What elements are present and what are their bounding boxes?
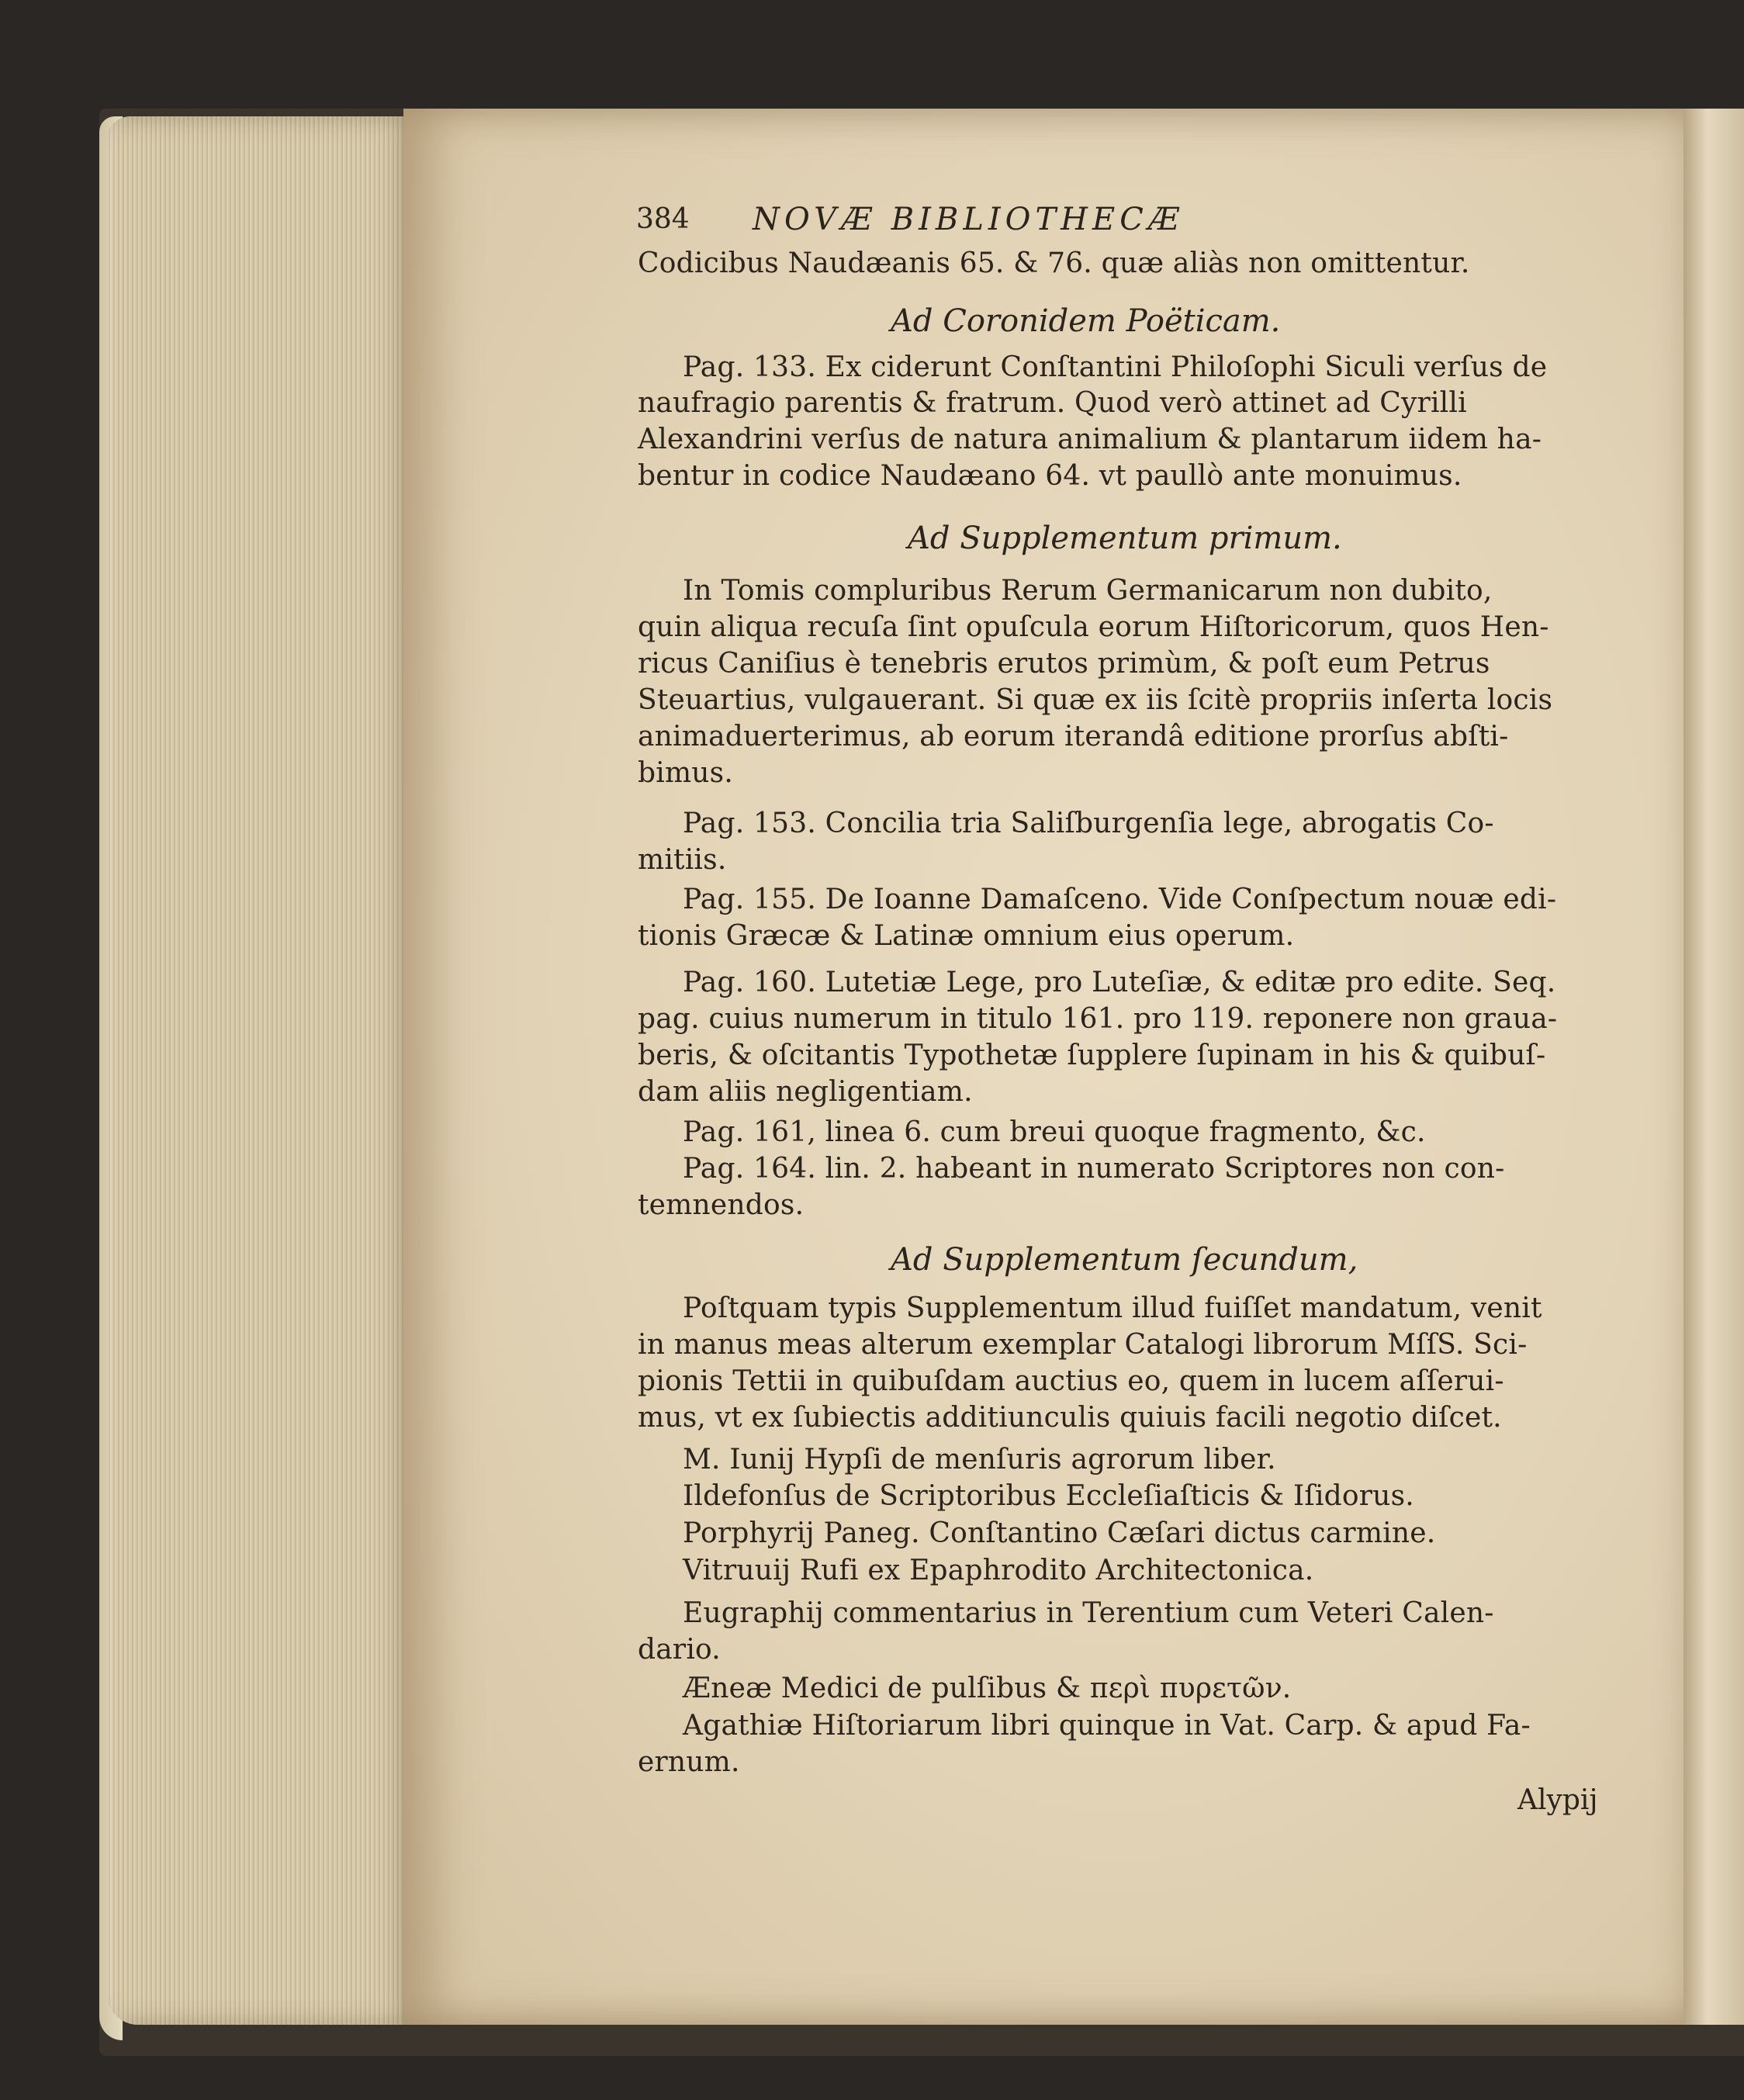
- running-title: NOVÆ BIBLIOTHECÆ: [753, 202, 1184, 237]
- text-line: M. Iunij Hypſi de menſuris agrorum liber.: [683, 1444, 1276, 1476]
- text-line: Æneæ Medici de pulſibus & περὶ πυρετῶν.: [683, 1673, 1292, 1704]
- text-line: animaduerterimus, ab eorum iterandâ editione prorſus abſti-: [638, 721, 1509, 752]
- text-line: Porphyrij Paneg. Conſtantino Cæſari dictus carmine.: [683, 1517, 1436, 1549]
- text-line: Alexandrini verſus de natura animalium & plantarum iidem ha-: [638, 424, 1542, 455]
- text-line: naufragio parentis & fratrum. Quod verò attinet ad Cyrilli: [638, 387, 1467, 419]
- text-line: Vitruuij Rufi ex Epaphrodito Architectonica.: [683, 1555, 1314, 1586]
- text-line: dario.: [638, 1634, 721, 1666]
- page-number: 384: [636, 203, 690, 235]
- text-line: Agathiæ Hiſtoriarum libri quinque in Vat. Carp. & apud Fa-: [683, 1710, 1531, 1742]
- text-line: In Tomis compluribus Rerum Germanicarum non dubito,: [683, 575, 1493, 607]
- text-line: Ildefonſus de Scriptoribus Eccleſiaſticis & Iſidorus.: [683, 1480, 1414, 1512]
- text-line: Pag. 133. Ex ciderunt Conſtantini Philoſophi Siculi verſus de: [683, 351, 1548, 383]
- text-line: bentur in codice Naudæano 64. vt paullò ante monuimus.: [638, 460, 1462, 492]
- text-line: mus, vt ex ſubiectis additiunculis quiuis facili negotio diſcet.: [638, 1402, 1502, 1434]
- text-line: ernum.: [638, 1746, 740, 1778]
- text-line: Pag. 153. Concilia tria Saliſburgenſia lege, abrogatis Co-: [683, 808, 1494, 839]
- text-line: pag. cuius numerum in titulo 161. pro 119. reponere non graua-: [638, 1003, 1558, 1035]
- text-line: Eugraphij commentarius in Terentium cum Veteri Calen-: [683, 1597, 1494, 1629]
- text-line: Pag. 164. lin. 2. habeant in numerato Scriptores non con-: [683, 1153, 1505, 1185]
- text-line: Pag. 160. Lutetiæ Lege, pro Luteſiæ, & editæ pro edite. Seq.: [683, 967, 1556, 998]
- text-line: temnendos.: [638, 1189, 805, 1221]
- section-heading-supplementum-secundum: Ad Supplementum ſecundum,: [891, 1242, 1358, 1278]
- section-heading-coronidem: Ad Coronidem Poëticam.: [891, 303, 1281, 339]
- text-line: Steuartius, vulgauerant. Si quæ ex iis ſcitè propriis inſerta locis: [638, 684, 1553, 716]
- text-line: ricus Caniſius è tenebris erutos primùm, & poſt eum Petrus: [638, 648, 1490, 680]
- text-line: mitiis.: [638, 844, 727, 876]
- text-line: Codicibus Naudæanis 65. & 76. quæ aliàs non omittentur.: [638, 247, 1470, 279]
- catchword: Alypij: [1517, 1784, 1598, 1816]
- text-line: pionis Tettii in quibuſdam auctius eo, quem in lucem aſſerui-: [638, 1365, 1504, 1397]
- text-line: in manus meas alterum exemplar Catalogi librorum MſſS. Sci-: [638, 1329, 1528, 1361]
- text-line: quin aliqua recuſa ſint opuſcula eorum Hiſtoricorum, quos Hen-: [638, 611, 1549, 643]
- text-line: tionis Græcæ & Latinæ omnium eius operum.: [638, 920, 1295, 952]
- text-line: Pag. 155. De Ioanne Damaſceno. Vide Conſpectum nouæ edi-: [683, 884, 1557, 915]
- text-line: dam aliis negligentiam.: [638, 1076, 973, 1108]
- text-line: bimus.: [638, 757, 733, 789]
- page-header: [636, 203, 1614, 242]
- text-line: beris, & oſcitantis Typothetæ ſupplere ſupinam in his & quibuſ-: [638, 1040, 1546, 1071]
- text-line: Pag. 161, linea 6. cum breui quoque fragmento, &c.: [683, 1116, 1426, 1148]
- section-heading-supplementum-primum: Ad Supplementum primum.: [908, 521, 1342, 556]
- text-line: Poſtquam typis Supplementum illud fuiſſet mandatum, venit: [683, 1292, 1542, 1324]
